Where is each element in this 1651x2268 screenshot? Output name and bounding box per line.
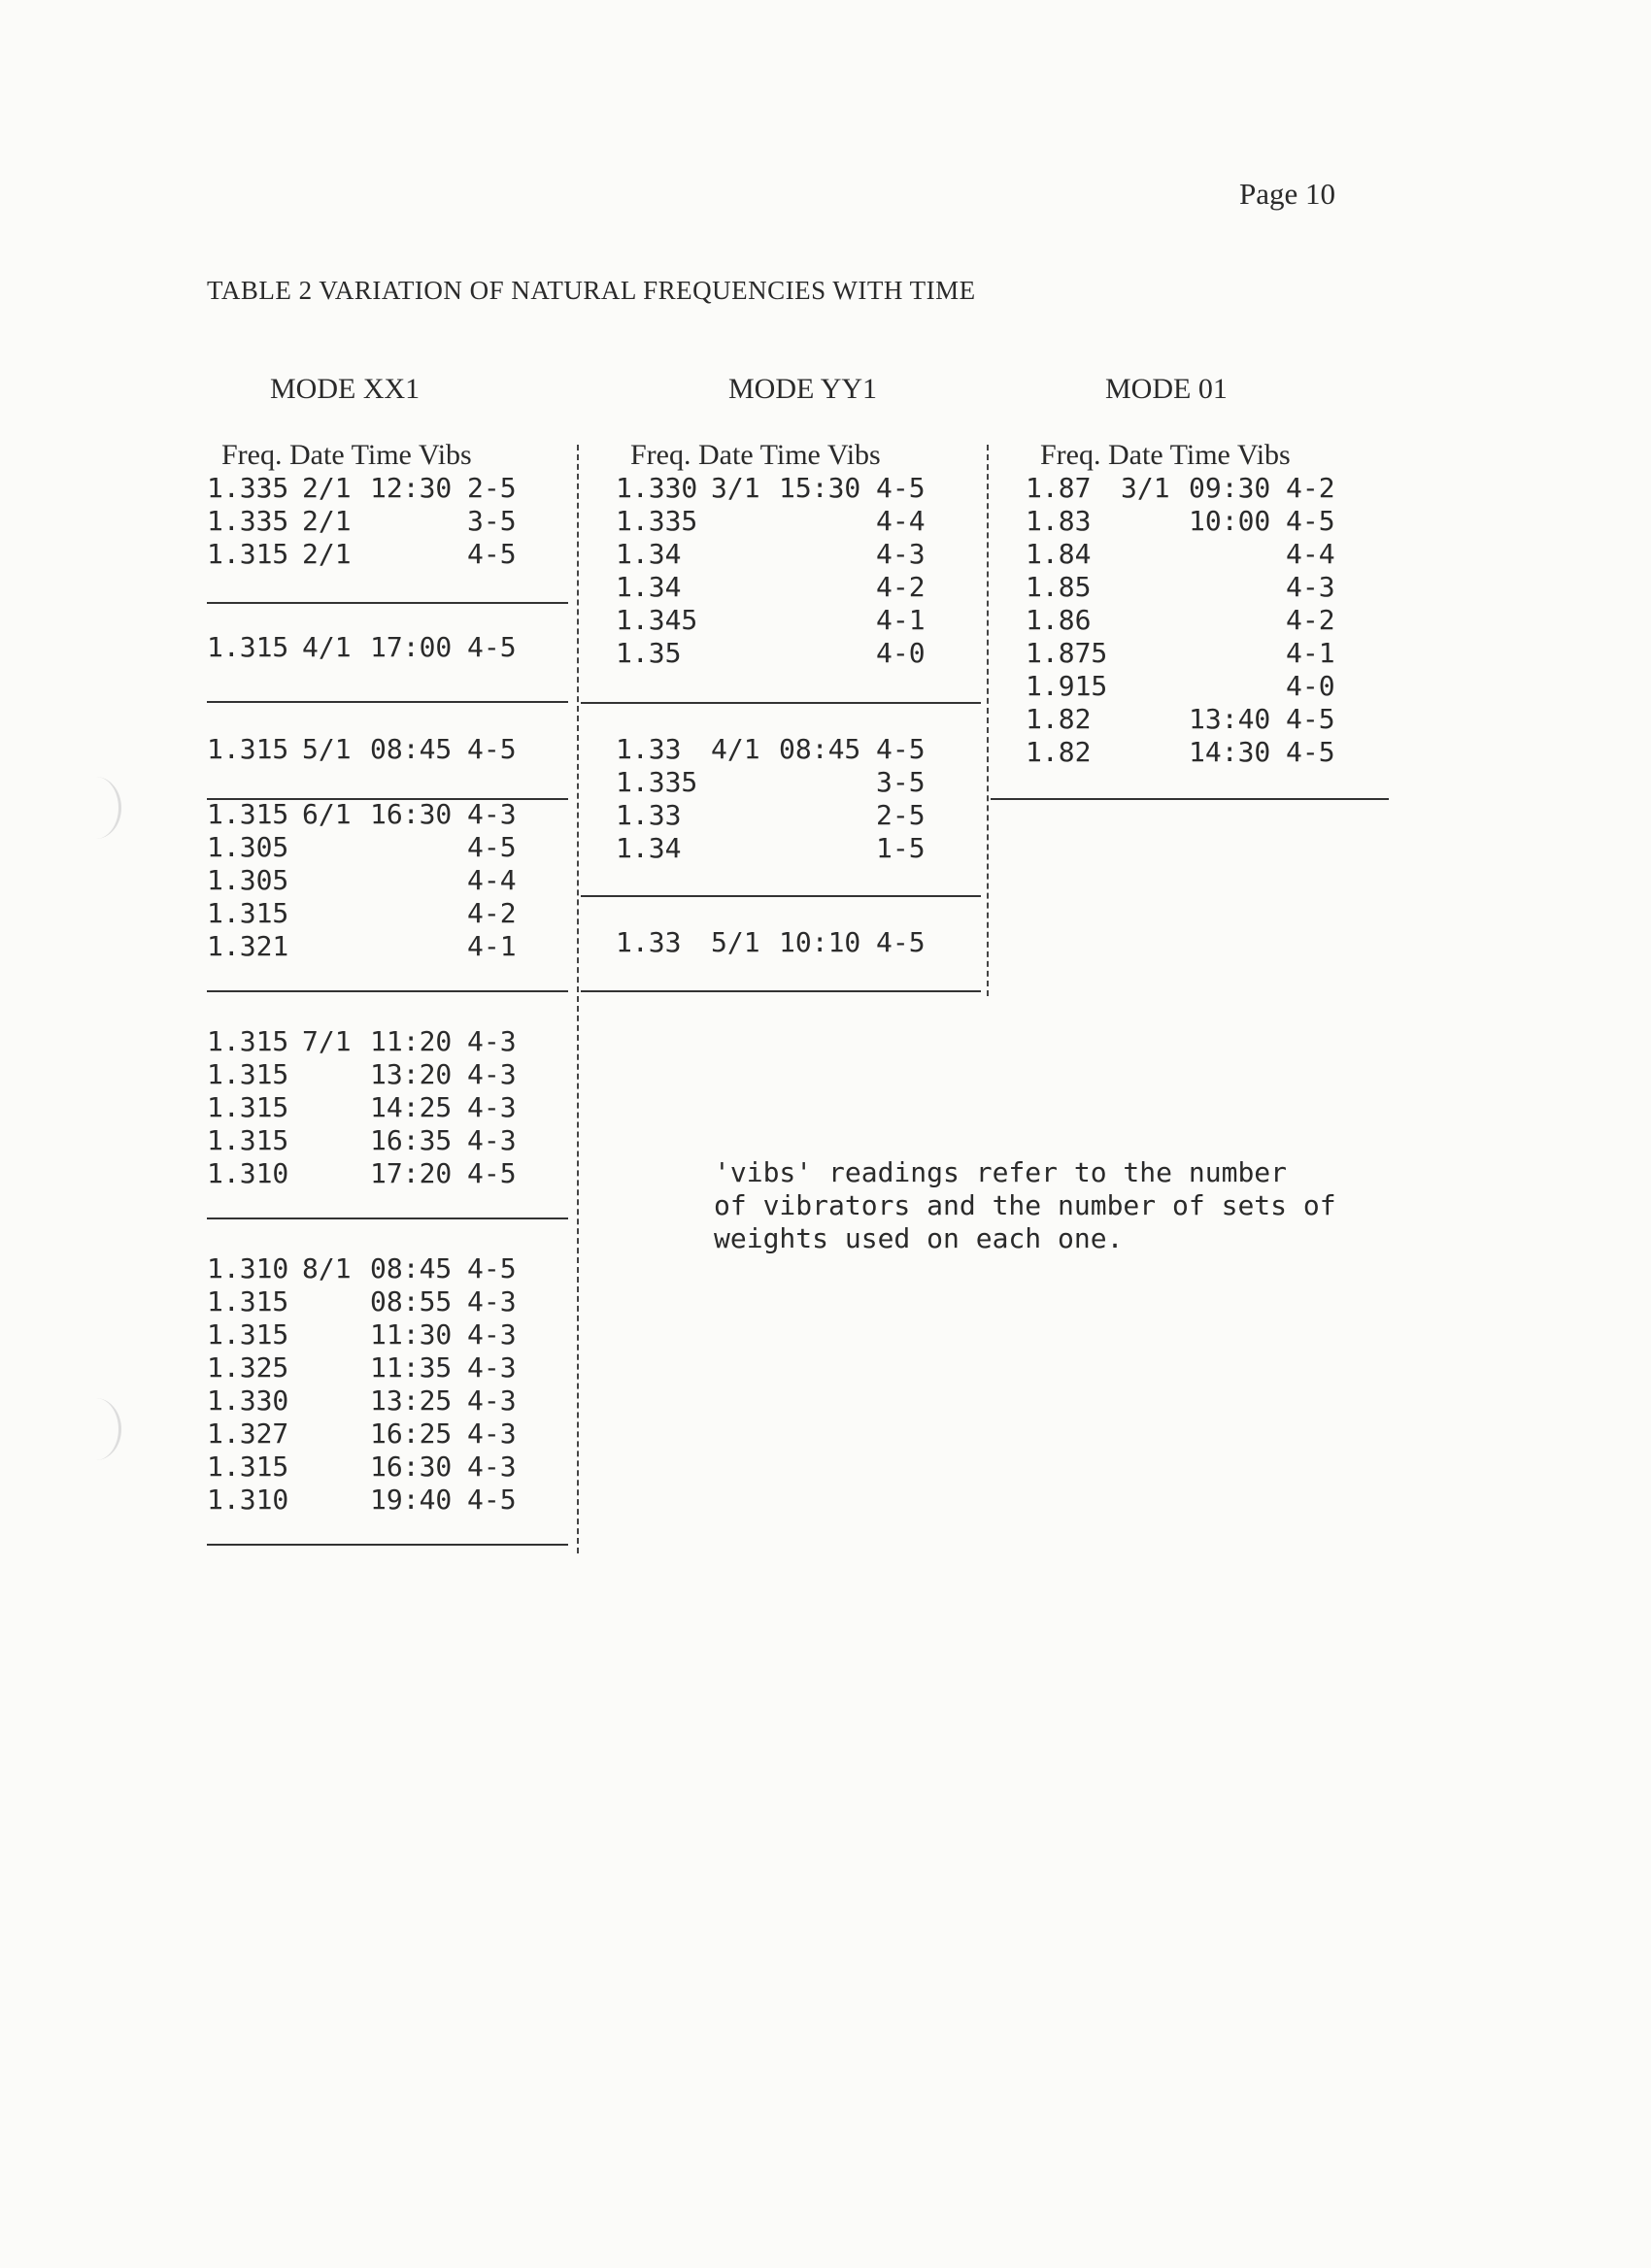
freq-cell: 1.325 [207, 1351, 289, 1384]
xx1-group-5 [207, 1025, 527, 1190]
freq-cell: 1.330 [207, 1384, 289, 1417]
vibs-cell: 4-2 [1286, 604, 1335, 636]
separator [207, 1217, 568, 1219]
freq-cell: 1.33 [616, 733, 682, 765]
freq-cell: 1.315 [207, 631, 289, 663]
table-row [1026, 538, 1346, 571]
table-row [207, 864, 527, 897]
vibs-cell: 4-3 [467, 1318, 517, 1351]
table-row [1026, 736, 1346, 769]
vibs-cell: 4-3 [467, 1025, 517, 1057]
date-cell: 6/1 [302, 798, 352, 830]
vibs-cell: 4-5 [467, 631, 517, 663]
table-row [1026, 571, 1346, 604]
separator [581, 990, 981, 992]
table-row [207, 538, 527, 571]
freq-cell: 1.315 [207, 1285, 289, 1317]
vibs-cell: 2-5 [467, 472, 517, 504]
table-row [1026, 505, 1346, 538]
vibs-cell: 1-5 [876, 832, 926, 864]
freq-cell: 1.915 [1026, 670, 1108, 702]
vibs-cell: 4-0 [876, 637, 926, 669]
freq-cell: 1.33 [616, 799, 682, 831]
separator [207, 990, 568, 992]
punch-hole-upper [70, 777, 121, 839]
vibs-cell: 4-3 [467, 1058, 517, 1090]
table-row [207, 1058, 527, 1091]
time-cell: 10:10 [779, 926, 861, 958]
vibs-cell: 3-5 [876, 766, 926, 798]
vibs-cell: 4-3 [467, 1418, 517, 1450]
date-cell: 3/1 [1121, 472, 1170, 504]
table-row [616, 538, 936, 571]
table-row [207, 831, 527, 864]
date-cell: 5/1 [302, 733, 352, 765]
freq-cell: 1.315 [207, 733, 289, 765]
freq-cell: 1.315 [207, 538, 289, 570]
col-time: Time [351, 439, 412, 471]
vibs-cell: 4-5 [876, 733, 926, 765]
vibs-cell: 4-5 [467, 1484, 517, 1516]
time-cell: 11:20 [370, 1025, 453, 1057]
vibs-cell: 4-3 [467, 1384, 517, 1417]
freq-cell: 1.315 [207, 1091, 289, 1123]
freq-cell: 1.310 [207, 1157, 289, 1189]
vibs-cell: 2-5 [876, 799, 926, 831]
table-row [207, 1252, 527, 1285]
xx1-group-1 [207, 472, 527, 571]
freq-cell: 1.345 [616, 604, 698, 636]
freq-cell: 1.315 [207, 1124, 289, 1156]
xx1-group-4 [207, 798, 527, 963]
freq-cell: 1.34 [616, 538, 682, 570]
col-vibs: Vibs [418, 439, 472, 471]
table-row [207, 472, 527, 505]
vibs-cell: 4-5 [1286, 703, 1335, 735]
page-number: Page 10 [1239, 177, 1336, 211]
table-row [207, 1157, 527, 1190]
table-row [207, 631, 527, 664]
col-date: Date [1108, 439, 1163, 471]
time-cell: 16:35 [370, 1124, 453, 1156]
table-row [207, 733, 527, 766]
freq-cell: 1.85 [1026, 571, 1092, 603]
vibs-cell: 4-3 [467, 798, 517, 830]
date-cell: 5/1 [711, 926, 760, 958]
separator [207, 1544, 568, 1546]
table-row [1026, 637, 1346, 670]
time-cell: 17:00 [370, 631, 453, 663]
vibs-cell: 4-3 [467, 1285, 517, 1317]
yy1-group-1 [616, 472, 936, 670]
punch-hole-lower [70, 1398, 121, 1460]
time-cell: 09:30 [1189, 472, 1271, 504]
column-headers-01 [1026, 406, 1291, 472]
separator [207, 701, 568, 703]
vibs-cell: 4-3 [876, 538, 926, 570]
freq-cell: 1.335 [616, 505, 698, 537]
table-row [616, 604, 936, 637]
freq-cell: 1.315 [207, 1451, 289, 1483]
table-row [207, 1318, 527, 1351]
divider-vertical-1 [577, 445, 579, 1553]
date-cell: 4/1 [711, 733, 760, 765]
separator [581, 895, 981, 897]
table-row [616, 571, 936, 604]
freq-cell: 1.82 [1026, 736, 1092, 768]
table-row [207, 1484, 527, 1517]
vibs-cell: 4-4 [1286, 538, 1335, 570]
vibs-cell: 4-5 [467, 538, 517, 570]
freq-cell: 1.84 [1026, 538, 1092, 570]
freq-cell: 1.82 [1026, 703, 1092, 735]
table-row [207, 505, 527, 538]
vibs-cell: 4-5 [876, 926, 926, 958]
table-row [207, 1285, 527, 1318]
vibs-cell: 4-1 [1286, 637, 1335, 669]
table-row [1026, 670, 1346, 703]
table-row [616, 799, 936, 832]
date-cell: 4/1 [302, 631, 352, 663]
freq-cell: 1.330 [616, 472, 698, 504]
col-date: Date [289, 439, 345, 471]
vibs-cell: 4-4 [467, 864, 517, 896]
freq-cell: 1.86 [1026, 604, 1092, 636]
col-vibs: Vibs [826, 439, 881, 471]
col-freq: Freq. [630, 439, 691, 471]
col-time: Time [759, 439, 821, 471]
time-cell: 19:40 [370, 1484, 453, 1516]
yy1-group-3 [616, 926, 936, 959]
vibs-cell: 4-5 [467, 733, 517, 765]
time-cell: 08:55 [370, 1285, 453, 1317]
vibs-cell: 4-5 [467, 831, 517, 863]
vibs-cell: 4-5 [467, 1252, 517, 1284]
vibs-cell: 4-5 [1286, 505, 1335, 537]
time-cell: 17:20 [370, 1157, 453, 1189]
table-row [207, 1091, 527, 1124]
date-cell: 7/1 [302, 1025, 352, 1057]
table-row [207, 1451, 527, 1484]
vibs-cell: 4-2 [467, 897, 517, 929]
yy1-group-2 [616, 733, 936, 865]
vibs-cell: 4-3 [467, 1091, 517, 1123]
vibs-cell: 4-3 [1286, 571, 1335, 603]
freq-cell: 1.33 [616, 926, 682, 958]
table-row [207, 1351, 527, 1384]
time-cell: 16:30 [370, 798, 453, 830]
time-cell: 08:45 [370, 733, 453, 765]
time-cell: 14:30 [1189, 736, 1271, 768]
time-cell: 13:20 [370, 1058, 453, 1090]
freq-cell: 1.335 [616, 766, 698, 798]
time-cell: 14:25 [370, 1091, 453, 1123]
col-freq: Freq. [1040, 439, 1101, 471]
time-cell: 15:30 [779, 472, 861, 504]
freq-cell: 1.34 [616, 571, 682, 603]
time-cell: 11:35 [370, 1351, 453, 1384]
date-cell: 2/1 [302, 538, 352, 570]
table-row [616, 637, 936, 670]
date-cell: 3/1 [711, 472, 760, 504]
freq-cell: 1.335 [207, 472, 289, 504]
xx1-group-6 [207, 1252, 527, 1517]
time-cell: 11:30 [370, 1318, 453, 1351]
mode-heading-01: MODE 01 [1105, 373, 1228, 405]
table-row [616, 766, 936, 799]
vibs-cell: 4-4 [876, 505, 926, 537]
vibs-cell: 4-5 [467, 1157, 517, 1189]
vibs-cell: 4-2 [1286, 472, 1335, 504]
separator [581, 702, 981, 704]
table-row [207, 930, 527, 963]
vibs-cell: 4-2 [876, 571, 926, 603]
freq-cell: 1.305 [207, 831, 289, 863]
freq-cell: 1.35 [616, 637, 682, 669]
table-row [616, 832, 936, 865]
vibs-cell: 3-5 [467, 505, 517, 537]
table-row [1026, 472, 1346, 505]
vibs-cell: 4-3 [467, 1451, 517, 1483]
freq-cell: 1.310 [207, 1252, 289, 1284]
table-row [207, 1384, 527, 1418]
freq-cell: 1.83 [1026, 505, 1092, 537]
col-freq: Freq. [221, 439, 283, 471]
table-row [207, 798, 527, 831]
time-cell: 12:30 [370, 472, 453, 504]
time-cell: 08:45 [779, 733, 861, 765]
vibs-cell: 4-3 [467, 1351, 517, 1384]
freq-cell: 1.315 [207, 1318, 289, 1351]
table-row [207, 1418, 527, 1451]
date-cell: 8/1 [302, 1252, 352, 1284]
vibs-note: 'vibs' readings refer to the number of vibrators and the number of sets of weights used on each one. [714, 1156, 1336, 1254]
table-row [207, 1025, 527, 1058]
vibs-cell: 4-0 [1286, 670, 1335, 702]
freq-cell: 1.321 [207, 930, 289, 962]
table-row [1026, 604, 1346, 637]
col-vibs: Vibs [1236, 439, 1291, 471]
freq-cell: 1.315 [207, 897, 289, 929]
mode-heading-yy1: MODE YY1 [728, 373, 878, 405]
freq-cell: 1.315 [207, 798, 289, 830]
vibs-cell: 4-1 [467, 930, 517, 962]
table-row [616, 505, 936, 538]
freq-cell: 1.875 [1026, 637, 1108, 669]
table-row [1026, 703, 1346, 736]
time-cell: 13:40 [1189, 703, 1271, 735]
freq-cell: 1.327 [207, 1418, 289, 1450]
separator [207, 602, 568, 604]
freq-cell: 1.315 [207, 1058, 289, 1090]
xx1-group-2 [207, 631, 527, 664]
table-row [616, 733, 936, 766]
freq-cell: 1.34 [616, 832, 682, 864]
col-date: Date [698, 439, 754, 471]
table-row [616, 472, 936, 505]
table-title: TABLE 2 VARIATION OF NATURAL FREQUENCIES WITH TIME [207, 276, 976, 305]
mode-heading-xx1: MODE XX1 [270, 373, 421, 405]
time-cell: 16:25 [370, 1418, 453, 1450]
freq-cell: 1.315 [207, 1025, 289, 1057]
time-cell: 10:00 [1189, 505, 1271, 537]
column-headers-yy1 [616, 406, 881, 472]
date-cell: 2/1 [302, 472, 352, 504]
table-row [616, 926, 936, 959]
divider-vertical-2 [987, 445, 989, 996]
freq-cell: 1.87 [1026, 472, 1092, 504]
vibs-cell: 4-5 [1286, 736, 1335, 768]
xx1-group-3 [207, 733, 527, 766]
freq-cell: 1.335 [207, 505, 289, 537]
time-cell: 16:30 [370, 1451, 453, 1483]
separator [991, 798, 1389, 800]
freq-cell: 1.310 [207, 1484, 289, 1516]
table-row [207, 897, 527, 930]
col-time: Time [1169, 439, 1230, 471]
mode01-group-1 [1026, 472, 1346, 769]
table-row [207, 1124, 527, 1157]
time-cell: 08:45 [370, 1252, 453, 1284]
vibs-cell: 4-5 [876, 472, 926, 504]
date-cell: 2/1 [302, 505, 352, 537]
vibs-cell: 4-1 [876, 604, 926, 636]
vibs-cell: 4-3 [467, 1124, 517, 1156]
freq-cell: 1.305 [207, 864, 289, 896]
time-cell: 13:25 [370, 1384, 453, 1417]
column-headers-xx1 [207, 406, 472, 472]
